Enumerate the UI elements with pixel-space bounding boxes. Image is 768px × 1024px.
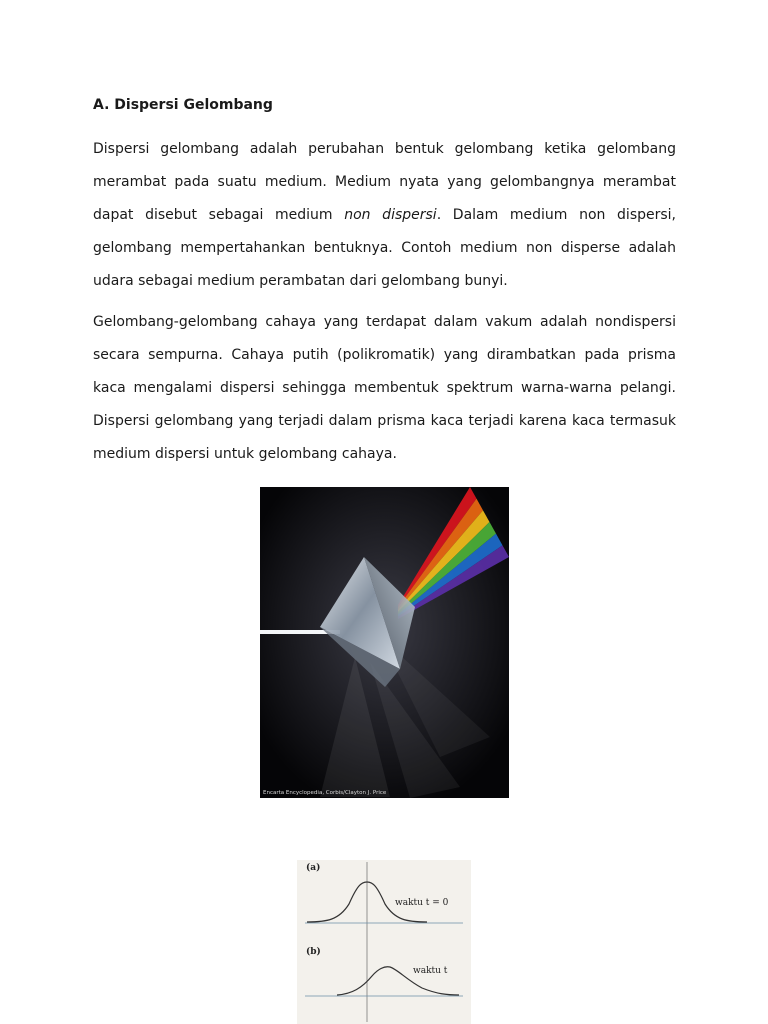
- panel-b-label: (b): [306, 947, 321, 957]
- photo-credit: Encarta Encyclopedia, Corbis/Clayton J. Price: [263, 790, 387, 796]
- paragraph-text: Dispersi gelombang adalah perubahan bentuk gelombang ketika gelombang merambat pada suatu medium. Medium nyata yang gelombangnya merambat dapat disebut sebagai medium: [93, 141, 676, 223]
- panel-b-time-label: waktu t: [413, 966, 448, 976]
- panel-a-time-label: waktu t = 0: [395, 898, 449, 908]
- wave-diagram: [297, 860, 471, 1024]
- paragraph-text: . Dalam medium non dispersi, gelombang mempertahankan bentuknya. Contoh medium non disperse adalah udara sebagai medium perambatan dari gelombang bunyi.: [93, 207, 676, 289]
- section-heading: A. Dispersi Gelombang: [93, 97, 273, 113]
- panel-a-label: (a): [306, 863, 321, 873]
- paragraph-light-dispersion: Gelombang-gelombang cahaya yang terdapat dalam vakum adalah nondispersi secara sempurna. Cahaya putih (polikromatik) yang dirambatkan pada prisma kaca mengalami dispersi sehingga membentuk spektrum warna-warna pelangi. Dispersi gelombang yang terjadi dalam prisma kaca terjadi karena kaca termasuk medium dispersi untuk gelombang cahaya.: [93, 314, 676, 462]
- wave-dispersion-figure: [297, 860, 471, 1024]
- prism-illustration: [260, 487, 509, 798]
- prism-photo: [260, 487, 509, 798]
- italic-term: non dispersi: [344, 207, 437, 223]
- paragraph-dispersion-definition: [93, 133, 676, 298]
